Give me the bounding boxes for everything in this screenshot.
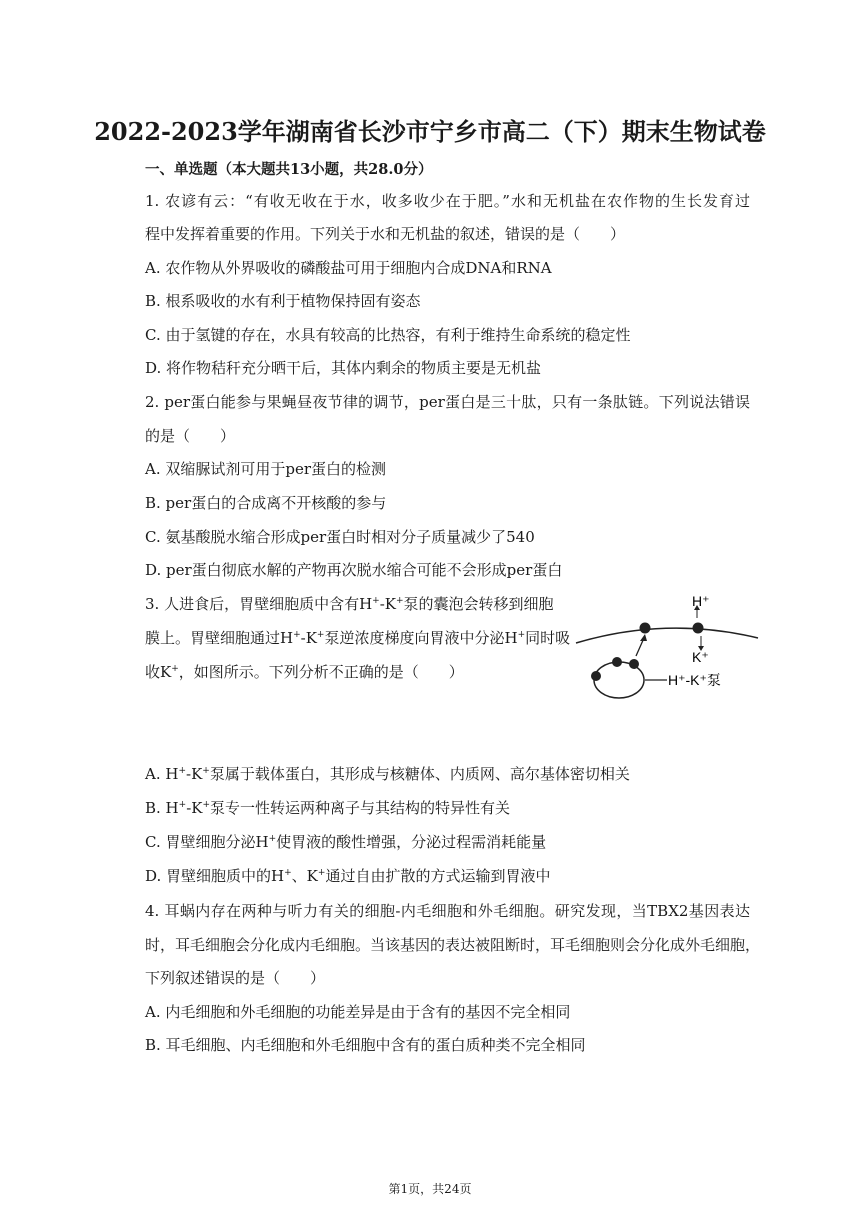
q3-stem-line3: 收K+，如图所示。下列分析不正确的是（ ）: [145, 663, 464, 681]
q1-stem-line2: 程中发挥着重要的作用。下列关于水和无机盐的叙述，错误的是（ ）: [145, 225, 626, 243]
arrow-head-icon: [640, 634, 647, 641]
q1-option-c: C. 由于氢键的存在，水具有较高的比热容，有利于维持生命系统的稳定性: [145, 326, 631, 344]
q2-option-b: B. per蛋白的合成离不开核酸的参与: [145, 494, 387, 512]
q4-stem-line1: 4. 耳蜗内存在两种与听力有关的细胞-内毛细胞和外毛细胞。研究发现，当TBX2基因表达: [145, 902, 750, 920]
q1-option-d: D. 将作物秸秆充分晒干后，其体内剩余的物质主要是无机盐: [145, 359, 542, 377]
q2-option-a: A. 双缩脲试剂可用于per蛋白的检测: [145, 460, 387, 478]
pump-label: H⁺-K⁺泵: [668, 672, 721, 688]
section-heading: 一、单选题（本大题共13小题，共28.0分）: [145, 161, 433, 178]
q2-stem-line2: 的是（ ）: [145, 427, 236, 445]
vesicle-pump-3: [629, 659, 639, 669]
q4-option-a: A. 内毛细胞和外毛细胞的功能差异是由于含有的基因不完全相同: [145, 1003, 571, 1021]
q2-option-c: C. 氨基酸脱水缩合形成per蛋白时相对分子质量减少了540: [145, 528, 535, 546]
cell-membrane: [576, 628, 758, 643]
page-footer: 第1页，共24页: [388, 1182, 472, 1196]
q3-option-a: A. H+-K+泵属于载体蛋白，其形成与核糖体、内质网、高尔基体密切相关: [145, 765, 630, 783]
q3-stem-line2: 膜上。胃壁细胞通过H+-K+泵逆浓度梯度向胃液中分泌H+同时吸: [145, 629, 571, 647]
q3-option-d: D. 胃壁细胞质中的H+、K+通过自由扩散的方式运输到胃液中: [145, 867, 551, 885]
q1-option-a: A. 农作物从外界吸收的磷酸盐可用于细胞内合成DNA和RNA: [145, 259, 552, 277]
h-ion-label: H⁺: [692, 593, 710, 609]
pump-protein-on-membrane: [640, 623, 651, 634]
q4-stem-line2: 时，耳毛细胞会分化成内毛细胞。当该基因的表达被阻断时，耳毛细胞则会分化成外毛细胞，: [145, 936, 761, 954]
pump-diagram: [572, 588, 762, 713]
q4-stem-line3: 下列叙述错误的是（ ）: [145, 969, 326, 987]
vesicle-pump-1: [591, 671, 601, 681]
q1-stem-line1: 1. 农谚有云：“有收无收在于水，收多收少在于肥。”水和无机盐在农作物的生长发育过: [145, 192, 750, 210]
page-title: 2022-2023学年湖南省长沙市宁乡市高二（下）期末生物试卷: [94, 117, 766, 146]
q2-option-d: D. per蛋白彻底水解的产物再次脱水缩合可能不会形成per蛋白: [145, 561, 563, 579]
q2-stem-line1: 2. per蛋白能参与果蝇昼夜节律的调节，per蛋白是三十肽，只有一条肽链。下列说法错误: [145, 393, 750, 411]
pump-protein-active: [693, 623, 704, 634]
q1-option-b: B. 根系吸收的水有利于植物保持固有姿态: [145, 292, 421, 310]
k-ion-label: K⁺: [692, 649, 709, 665]
q3-stem-line1: 3. 人进食后，胃壁细胞质中含有H+-K+泵的囊泡会转移到细胞: [145, 595, 554, 613]
q3-option-c: C. 胃壁细胞分泌H+使胃液的酸性增强，分泌过程需消耗能量: [145, 833, 547, 851]
q4-option-b: B. 耳毛细胞、内毛细胞和外毛细胞中含有的蛋白质种类不完全相同: [145, 1036, 586, 1054]
q3-option-b: B. H+-K+泵专一性转运两种离子与其结构的特异性有关: [145, 799, 511, 817]
vesicle-pump-2: [612, 657, 622, 667]
